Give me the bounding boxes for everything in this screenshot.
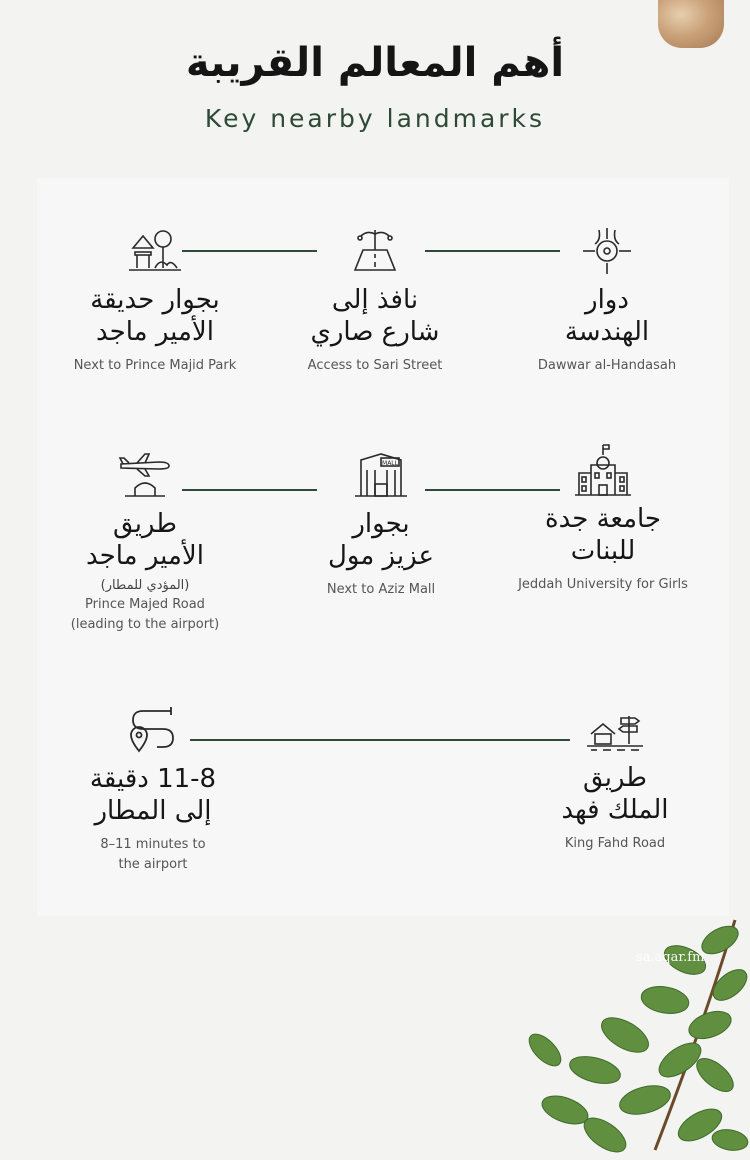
watermark: sa.aqar.fm (636, 950, 705, 965)
landmark-item (498, 443, 708, 595)
landmark-item (48, 703, 258, 875)
landmark-title-ar: الهندسة (564, 317, 650, 347)
university-icon (573, 443, 633, 499)
landmark-item (276, 450, 486, 600)
landmark-item (510, 710, 720, 854)
roundabout-icon (577, 226, 637, 276)
landmark-title-ar: عزيز مول (328, 541, 434, 571)
mall-icon-label: MALL (382, 460, 398, 467)
landmark-title-en: 8–11 minutes to (100, 837, 206, 852)
route-pin-icon (123, 703, 183, 755)
landmark-title-en: Next to Prince Majid Park (73, 358, 237, 373)
landmark-title-en: (leading to the airport) (70, 617, 220, 632)
landmark-title-ar: دوار (585, 285, 629, 315)
landmark-title-en: Access to Sari Street (307, 358, 443, 373)
landmark-title-en: Prince Majed Road (85, 597, 205, 612)
landmark-title-en: Next to Aziz Mall (326, 582, 436, 597)
landmark-title-ar: طريق (113, 509, 177, 539)
landmark-title-ar: نافذ إلى (331, 285, 419, 315)
landmark-title-ar: شارع صاري (310, 317, 440, 347)
plant-decoration (505, 900, 750, 1160)
landmark-title-en: King Fahd Road (564, 836, 666, 851)
page-subtitle: Key nearby landmarks (204, 104, 546, 133)
mall-icon (351, 450, 411, 500)
landmark-title-ar: بجوار (352, 509, 410, 539)
landmark-title-ar: الملك فهد (561, 795, 669, 825)
landmark-title-ar: جامعة جدة (544, 504, 661, 534)
landmark-item (50, 226, 260, 376)
landmark-item (40, 450, 250, 635)
street-lights-icon (345, 226, 405, 276)
landmark-title-en: Dawwar al-Handasah (537, 358, 677, 373)
landmark-item (270, 226, 480, 376)
landmark-title-ar: طريق (583, 763, 647, 793)
landmark-title-en: Jeddah University for Girls (518, 577, 688, 592)
landmark-title-ar: للبنات (570, 536, 636, 566)
landmark-title-ar: إلى المطار (94, 796, 212, 826)
park-icon (125, 226, 185, 276)
landmark-title-ar: 11-8 دقيقة (89, 764, 217, 794)
airplane-icon (115, 450, 175, 500)
road-sign-icon (585, 710, 645, 754)
landmark-title-ar: بجوار حديقة (90, 285, 220, 315)
page-title: أهم المعالم القريبة (185, 40, 565, 86)
landmark-item (502, 226, 712, 376)
landmark-title-ar: الأمير ماجد (95, 317, 214, 347)
landmark-title-ar: الأمير ماجد (85, 541, 204, 571)
landmark-title-en: the airport (118, 857, 188, 872)
landmark-note-ar: (المؤدي للمطار) (100, 578, 190, 593)
